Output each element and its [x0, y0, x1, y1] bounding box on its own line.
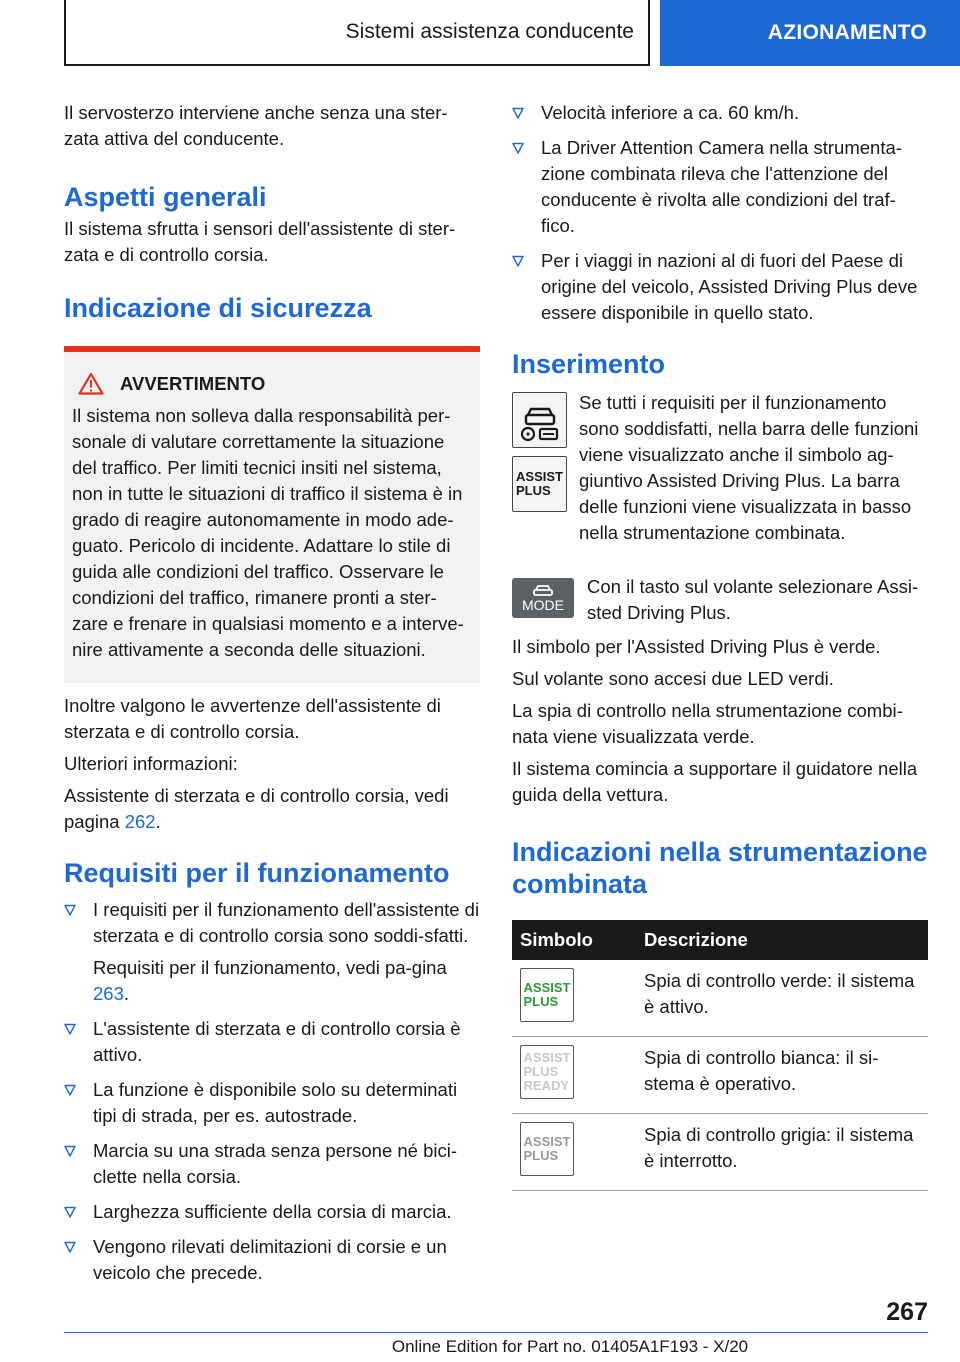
left-column [64, 100, 480, 1295]
column-header-symbol: Simbolo [512, 920, 636, 960]
leds-text: Sul volante sono accesi due LED verdi. [512, 668, 834, 689]
requirements-list-continued [512, 100, 928, 326]
activation-row [512, 390, 928, 552]
car-icon [532, 584, 554, 598]
intro-text: Il servosterzo interviene anche senza una ster-zata attiva del conducente. [64, 102, 448, 149]
requirement-text: Marcia su una strada senza persone né bici-clette nella corsia. [93, 1140, 458, 1187]
page-link-263[interactable]: 263 [93, 983, 124, 1004]
list-item [64, 1077, 480, 1129]
list-item [64, 897, 480, 1007]
page-number: 267 [886, 1298, 928, 1326]
table-row [512, 960, 928, 1037]
requirement-text: La funzione è disponibile solo su determinati tipi di strada, per es. autostrade. [93, 1079, 458, 1126]
bullet-triangle-icon [512, 142, 524, 154]
assist-icon-line1: ASSIST [523, 980, 571, 995]
assist-plus-icon [512, 456, 567, 512]
requirement-subtext-label: Requisiti per il funzionamento, vedi pa-gina [93, 957, 447, 978]
assist-icon-line2: PLUS [523, 1148, 559, 1163]
footer-divider [64, 1332, 928, 1333]
requirement-text: I requisiti per il funzionamento dell'assistente di sterzata e di controllo corsia sono soddi-sfatti. [93, 899, 480, 946]
requirement-text: Vengono rilevati delimitazioni di corsie e un veicolo che precede. [93, 1236, 447, 1283]
list-item [64, 1234, 480, 1286]
table-header-row [512, 920, 928, 960]
bullet-triangle-icon [64, 1206, 76, 1218]
requirements-list [64, 897, 480, 1286]
assist-icon-line3: READY [523, 1078, 570, 1093]
bullet-triangle-icon [64, 1084, 76, 1096]
assist-icon-line2: PLUS [523, 994, 559, 1009]
requirement-subtext-end: . [123, 983, 130, 1004]
header-chapter-tab [660, 0, 960, 66]
bullet-triangle-icon [512, 255, 524, 267]
warning-title-row [72, 372, 472, 395]
requirement-text: L'assistente di sterzata e di controllo corsia è attivo. [93, 1018, 461, 1065]
reference-end: . [155, 811, 161, 832]
table-row [512, 1037, 928, 1114]
indicator-text: La spia di controllo nella strumentazione combi-nata viene visualizzata verde. [512, 700, 903, 747]
mode-icon-wrap [512, 574, 587, 632]
description-cell: Spia di controllo bianca: il si-stema è operativo. [636, 1037, 928, 1114]
mode-button-icon [512, 578, 574, 618]
assist-plus-green-text [524, 981, 571, 1009]
symbol-table [512, 920, 928, 1191]
bullet-triangle-icon [512, 107, 524, 119]
heading-display: Indicazioni nella strumentazione combinata [512, 837, 928, 899]
column-header-description: Descrizione [636, 920, 928, 960]
footer-edition: Online Edition for Part no. 01405A1F193 - X/20 [391, 1337, 749, 1356]
symbol-cell [512, 960, 636, 1037]
warning-text: Il sistema non solleva dalla responsabilità per-sonale di valutare correttamente la situazione del traffico. Per limiti tecnici insiti nel sistema, non in tutte le situazioni di traffico il sistema è in grado di reagire autonomamente in modo ade-guato. Pericolo di incidente. Adattare lo stile di guida alle condizioni del traffico. Osservare le condizioni del traffico, rimanere pronti a ster-zare e frenare in qualsiasi momento e a interve-nire attivamente a seconda delle situazioni. [72, 405, 464, 660]
requirement-text: Larghezza sufficiente della corsia di marcia. [93, 1201, 452, 1222]
requirement-text: La Driver Attention Camera nella strumenta-zione combinata rileva che l'attenzione del conducente è rivolta alle condizioni del traf-fico. [541, 137, 902, 236]
assist-plus-grey-text [524, 1135, 571, 1163]
assist-icon-line1: ASSIST [516, 469, 563, 484]
list-item [64, 1138, 480, 1190]
reference-paragraph [64, 783, 480, 835]
list-item [64, 1199, 480, 1225]
assist-plus-icon-text [516, 470, 563, 498]
activation-icons [512, 390, 579, 552]
assist-icon-line2: PLUS [523, 1064, 559, 1079]
header-section-title: Sistemi assistenza conducente [345, 20, 634, 43]
description-cell: Spia di controllo grigia: il sistema è interrotto. [636, 1114, 928, 1191]
mode-label: MODE [522, 596, 564, 613]
table-row [512, 1114, 928, 1191]
list-item [512, 100, 928, 126]
heading-requirements: Requisiti per il funzionamento [64, 858, 450, 888]
assist-icon-line2: PLUS [516, 483, 551, 498]
warning-triangle-icon [78, 372, 104, 395]
list-item [512, 135, 928, 239]
symbol-cell [512, 1037, 636, 1114]
bullet-triangle-icon [64, 1145, 76, 1157]
requirement-text: Velocità inferiore a ca. 60 km/h. [541, 102, 800, 123]
description-cell: Spia di controllo verde: il sistema è attivo. [636, 960, 928, 1037]
right-column [512, 100, 928, 1191]
also-text: Inoltre valgono le avvertenze dell'assistente di sterzata e di controllo corsia. [64, 695, 441, 742]
more-info-label: Ulteriori informazioni: [64, 753, 238, 774]
list-item [64, 1016, 480, 1068]
requirement-text: Per i viaggi in nazioni al di fuori del Paese di origine del veicolo, Assisted Driving Plus deve essere disponibile in quello stato. [541, 250, 918, 323]
heading-general: Aspetti generali [64, 182, 267, 212]
assisted-driving-icon [512, 392, 567, 448]
assist-plus-ready-text [524, 1051, 571, 1093]
assist-plus-ready-icon [520, 1045, 574, 1099]
header-section-box [64, 0, 650, 66]
supports-text: Il sistema comincia a supportare il guidatore nella guida della vettura. [512, 758, 918, 805]
assist-icon-line1: ASSIST [523, 1134, 571, 1149]
page-link-262[interactable]: 262 [124, 811, 156, 832]
assist-icon-line1: ASSIST [523, 1050, 571, 1065]
car-steering-icon [516, 396, 564, 444]
general-text: Il sistema sfrutta i sensori dell'assistente di ster-zata e di controllo corsia. [64, 218, 456, 265]
activation-text: Se tutti i requisiti per il funzionamento sono soddisfatti, nella barra delle funzioni viene visualizzato anche il simbolo ag-giuntivo Assisted Driving Plus. La barra delle funzioni viene visualizzata in basso nella strumentazione combinata. [579, 392, 919, 543]
bullet-triangle-icon [64, 1241, 76, 1253]
heading-safety: Indicazione di sicurezza [64, 293, 372, 323]
symbol-cell [512, 1114, 636, 1191]
green-symbol-text: Il simbolo per l'Assisted Driving Plus è verde. [512, 636, 881, 657]
assist-plus-grey-icon [520, 1122, 574, 1176]
bullet-triangle-icon [64, 904, 76, 916]
mode-row [512, 574, 928, 632]
bullet-triangle-icon [64, 1023, 76, 1035]
reference-text: Assistente di sterzata e di controllo corsia, vedi pagina [64, 785, 449, 832]
warning-title: AVVERTIMENTO [120, 372, 266, 394]
mode-text: Con il tasto sul volante selezionare Assi-sted Driving Plus. [587, 576, 919, 623]
header-chapter-title: AZIONAMENTO [767, 21, 927, 44]
warning-box [64, 346, 480, 683]
heading-activation: Inserimento [512, 349, 666, 379]
requirement-subtext [93, 955, 480, 1007]
assist-plus-green-icon [520, 968, 574, 1022]
list-item [512, 248, 928, 326]
